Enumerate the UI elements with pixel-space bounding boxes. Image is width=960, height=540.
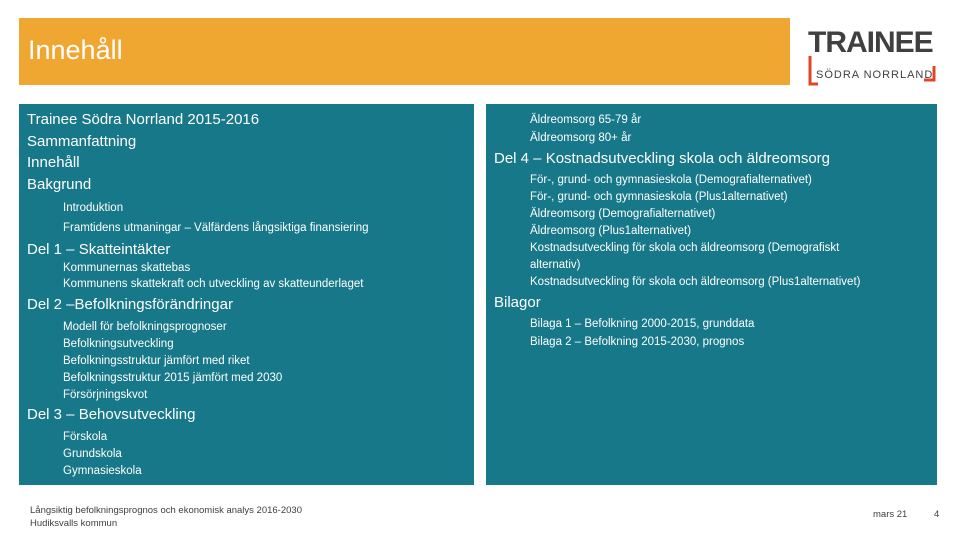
footer-municipality: Hudiksvalls kommun	[30, 518, 118, 529]
toc-subitem: Gymnasieskola	[63, 465, 142, 477]
toc-subitem: Äldreomsorg (Plus1alternativet)	[530, 225, 692, 237]
footer-date: mars 21	[873, 509, 908, 520]
toc-subitem: Befolkningsstruktur 2015 jämfört med 2030	[63, 372, 283, 384]
toc-item: Innehåll	[27, 154, 80, 171]
toc-item: Trainee Södra Norrland 2015-2016	[27, 111, 260, 128]
toc-section: Bilagor	[494, 294, 541, 311]
toc-subitem: alternativ)	[530, 259, 581, 271]
toc-subitem: Grundskola	[63, 448, 122, 460]
logo-subtitle: SÖDRA NORRLAND	[816, 69, 934, 81]
logo-word: TRAINEE	[808, 26, 933, 59]
toc-subitem: För-, grund- och gymnasieskola (Plus1alternativet)	[530, 191, 788, 203]
toc-subitem: Äldreomsorg 80+ år	[530, 132, 632, 144]
title-bar	[19, 18, 790, 85]
toc-subitem: Kommunens skattekraft och utveckling av skatteunderlaget	[63, 278, 364, 290]
contents-left-panel	[19, 104, 474, 485]
toc-subitem: Befolkningsutveckling	[63, 338, 174, 350]
toc-subitem: Kommunernas skattebas	[63, 262, 191, 274]
toc-item: Bakgrund	[27, 176, 92, 193]
toc-section: Del 4 – Kostnadsutveckling skola och äldreomsorg	[494, 150, 831, 167]
toc-subitem: Introduktion	[63, 202, 124, 214]
toc-subitem: Kostnadsutveckling för skola och äldreomsorg (Demografiskt	[530, 242, 840, 254]
slide-title: Innehåll	[28, 35, 123, 65]
contents-right-panel	[486, 104, 937, 485]
trainee-logo	[806, 22, 942, 90]
toc-subitem: Bilaga 1 – Befolkning 2000-2015, grunddata	[530, 318, 755, 330]
toc-section: Del 2 –Befolkningsförändringar	[27, 296, 233, 313]
footer-report-title: Långsiktig befolkningsprognos och ekonomisk analys 2016-2030	[30, 505, 302, 516]
toc-subitem: Framtidens utmaningar – Välfärdens långsiktiga finansiering	[63, 222, 369, 234]
toc-section: Del 3 – Behovsutveckling	[27, 406, 196, 423]
toc-subitem: Bilaga 2 – Befolkning 2015-2030, prognos	[530, 336, 745, 348]
toc-subitem: Modell för befolkningsprognoser	[63, 321, 227, 333]
toc-section: Del 1 – Skatteintäkter	[27, 241, 171, 258]
toc-subitem: Förskola	[63, 431, 108, 443]
footer-caption	[30, 504, 302, 530]
toc-subitem: Försörjningskvot	[63, 389, 148, 401]
toc-item: Sammanfattning	[27, 133, 137, 150]
toc-subitem: Kostnadsutveckling för skola och äldreomsorg (Plus1alternativet)	[530, 276, 861, 288]
page-number: 4	[934, 509, 940, 520]
toc-subitem: Äldreomsorg 65-79 år	[530, 114, 642, 126]
toc-subitem: För-, grund- och gymnasieskola (Demografialternativet)	[530, 174, 812, 186]
toc-subitem: Befolkningsstruktur jämfört med riket	[63, 355, 250, 367]
toc-subitem: Äldreomsorg (Demografialternativet)	[530, 208, 716, 220]
